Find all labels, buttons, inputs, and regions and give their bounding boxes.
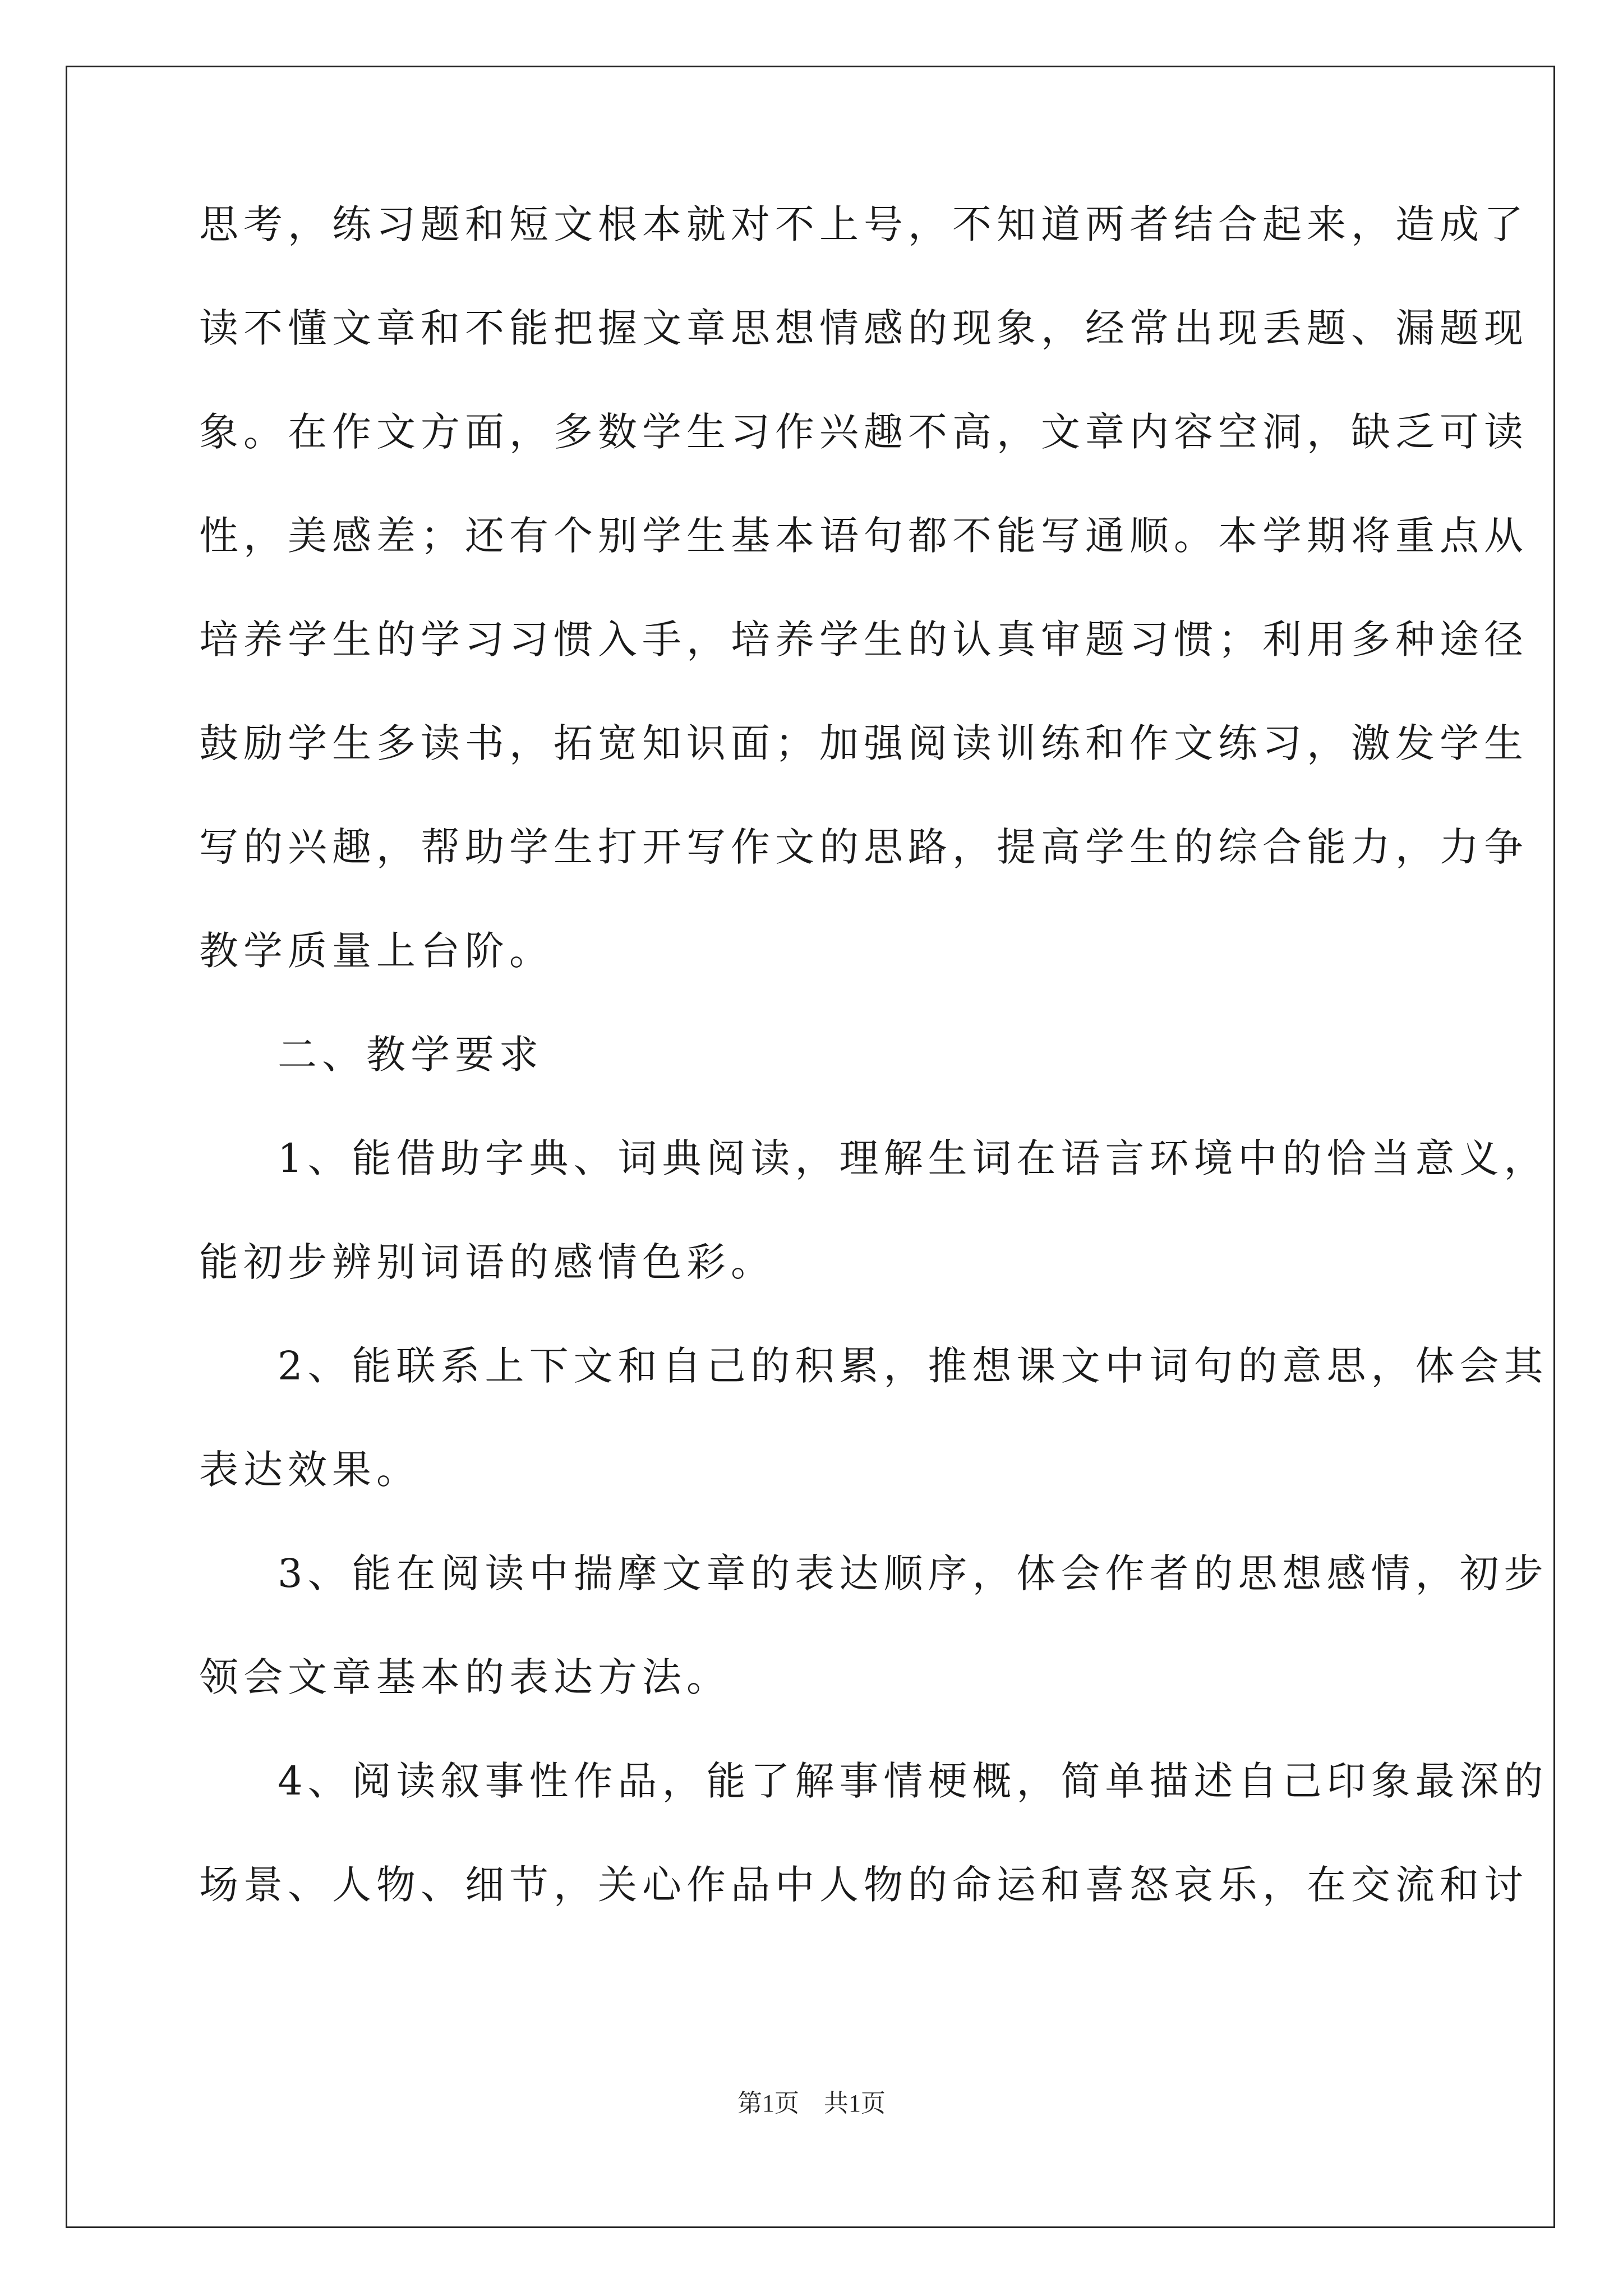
text-line-5: 培养学生的学习习惯入手，培养学生的认真审题习惯；利用多种途径 <box>199 616 1528 662</box>
text-line-12: 2、能联系上下文和自己的积累，推想课文中词句的意思，体会其 <box>278 1343 1548 1389</box>
section-heading: 二、教学要求 <box>278 1032 543 1078</box>
text-line-2: 读不懂文章和不能把握文章思想情感的现象，经常出现丢题、漏题现 <box>199 305 1528 351</box>
text-line-11: 能初步辨别词语的感情色彩。 <box>199 1239 775 1285</box>
text-line-4: 性，美感差；还有个别学生基本语句都不能写通顺。本学期将重点从 <box>199 513 1528 559</box>
text-line-16: 4、阅读叙事性作品，能了解事情梗概，简单描述自己印象最深的 <box>278 1758 1548 1804</box>
text-line-7: 写的兴趣，帮助学生打开写作文的思路，提高学生的综合能力，力争 <box>199 824 1528 870</box>
text-line-6: 鼓励学生多读书，拓宽知识面；加强阅读训练和作文练习，激发学生 <box>199 720 1528 766</box>
text-line-17: 场景、人物、细节，关心作品中人物的命运和喜怒哀乐，在交流和讨 <box>199 1862 1528 1908</box>
text-line-13: 表达效果。 <box>199 1447 421 1493</box>
text-line-10: 1、能借助字典、词典阅读，理解生词在语言环境中的恰当意义， <box>278 1135 1548 1181</box>
text-line-1: 思考，练习题和短文根本就对不上号，不知道两者结合起来，造成了 <box>199 201 1528 247</box>
text-line-8: 教学质量上台阶。 <box>199 928 554 974</box>
text-line-14: 3、能在阅读中揣摩文章的表达顺序，体会作者的思想感情，初步 <box>278 1550 1548 1596</box>
page-footer: 第1页 共1页 <box>737 2090 886 2117</box>
text-line-3: 象。在作文方面，多数学生习作兴趣不高，文章内容空洞，缺乏可读 <box>199 409 1528 455</box>
text-line-15: 领会文章基本的表达方法。 <box>199 1654 731 1700</box>
